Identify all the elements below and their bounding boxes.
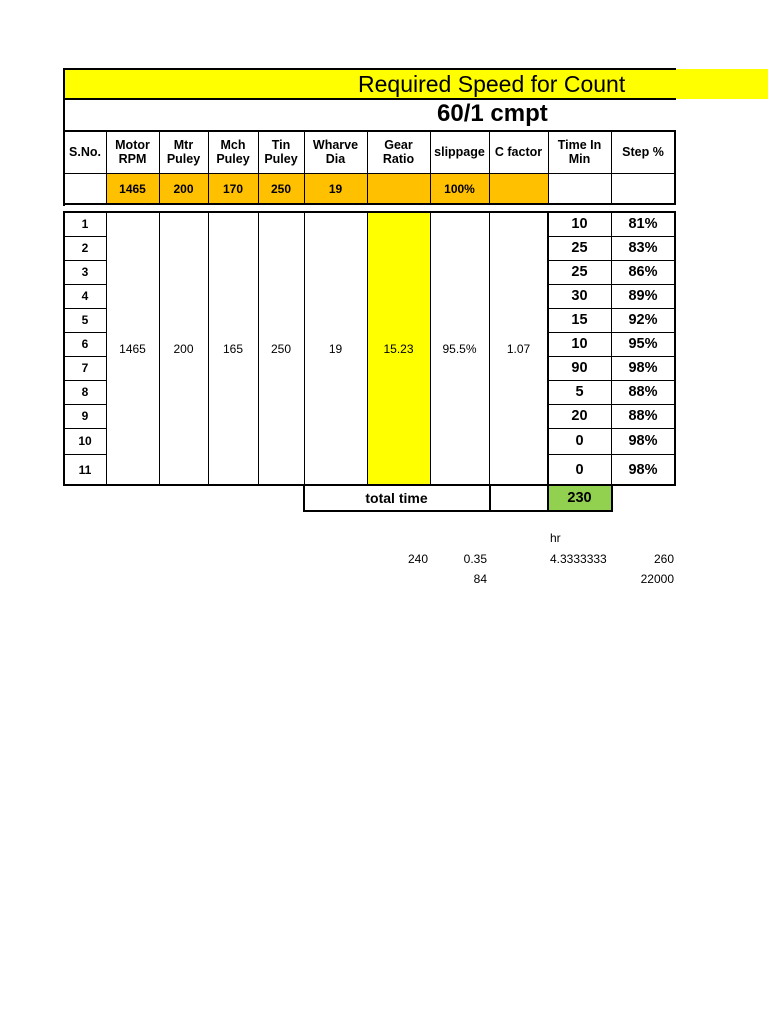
header-mch-puley: Mch Puley <box>216 138 250 166</box>
row-step[interactable]: 89% <box>628 288 658 304</box>
row-time[interactable]: 30 <box>571 288 588 304</box>
merged-wharve-dia[interactable]: 19 <box>328 341 343 356</box>
input-c-factor[interactable] <box>489 173 548 204</box>
sheet-title: Required Speed for Count <box>358 71 626 97</box>
header-mtr-puley: Mtr Puley <box>166 138 201 166</box>
merged-mtr-puley[interactable]: 200 <box>173 341 194 356</box>
value-22000: 22000 <box>640 572 674 586</box>
row-time[interactable]: 0 <box>575 433 584 449</box>
merged-gear-ratio[interactable]: 15.23 <box>383 341 414 356</box>
total-blank-cell <box>489 485 548 510</box>
input-mch-puley[interactable]: 170 <box>208 173 258 204</box>
row-sno: 1 <box>81 217 89 231</box>
row-sno: 5 <box>81 313 89 327</box>
input-gear-ratio[interactable] <box>367 173 430 204</box>
row-time[interactable]: 15 <box>571 312 588 328</box>
merged-slippage[interactable]: 95.5% <box>442 341 477 356</box>
value-240: 240 <box>407 552 428 566</box>
row-step[interactable]: 95% <box>628 336 658 352</box>
header-gear-ratio: Gear Ratio <box>382 138 415 166</box>
row-time[interactable]: 90 <box>571 360 588 376</box>
row-sno: 4 <box>81 289 89 303</box>
row-time[interactable]: 0 <box>575 461 584 478</box>
row-sno: 2 <box>81 241 89 255</box>
row-step[interactable]: 98% <box>628 360 658 376</box>
input-mtr-puley[interactable]: 200 <box>159 173 208 204</box>
sheet-subtitle: 60/1 cmpt <box>437 100 548 127</box>
merged-c-factor[interactable]: 1.07 <box>506 341 531 356</box>
input-wharve-dia[interactable]: 19 <box>304 173 367 204</box>
merged-tin-puley[interactable]: 250 <box>270 341 292 356</box>
row-step[interactable]: 92% <box>628 312 658 328</box>
value-0-35: 0.35 <box>463 552 487 566</box>
row-time[interactable]: 5 <box>575 384 584 400</box>
row-sno: 10 <box>78 434 92 448</box>
row-step[interactable]: 86% <box>628 264 658 280</box>
header-sno: S.No. <box>69 145 101 159</box>
row-sno: 3 <box>81 265 89 279</box>
row-sno: 6 <box>81 337 89 351</box>
input-tin-puley[interactable]: 250 <box>258 173 304 204</box>
row-time[interactable]: 25 <box>571 240 588 256</box>
header-motor-rpm: Motor RPM <box>115 138 150 166</box>
row-step[interactable]: 88% <box>628 384 658 400</box>
header-tin-puley: Tin Puley <box>264 138 298 166</box>
header-wharve-dia: Wharve Dia <box>312 138 359 166</box>
row-step[interactable]: 98% <box>628 461 658 478</box>
row-step[interactable]: 88% <box>628 408 658 424</box>
hr-label: hr <box>550 531 561 545</box>
row-step[interactable]: 98% <box>628 433 658 449</box>
header-time-in-min: Time In Min <box>557 138 602 166</box>
header-step-percent: Step % <box>622 145 664 159</box>
row-sno: 11 <box>78 462 92 477</box>
total-time-label: total time <box>365 489 428 506</box>
row-step[interactable]: 81% <box>628 216 658 232</box>
header-slippage: slippage <box>434 145 485 159</box>
row-time[interactable]: 10 <box>571 216 588 232</box>
total-time-value[interactable]: 230 <box>548 485 611 510</box>
merged-mch-puley[interactable]: 165 <box>222 341 244 356</box>
row-sno: 9 <box>81 409 89 423</box>
merged-motor-rpm[interactable]: 1465 <box>119 341 146 356</box>
input-motor-rpm[interactable]: 1465 <box>106 173 159 204</box>
value-260: 260 <box>653 552 674 566</box>
row-step[interactable]: 83% <box>628 240 658 256</box>
row-sno: 8 <box>81 385 89 399</box>
header-c-factor: C factor <box>494 145 543 159</box>
row-sno: 7 <box>81 361 89 375</box>
row-time[interactable]: 25 <box>571 264 588 280</box>
value-84: 84 <box>473 572 487 586</box>
input-slippage[interactable]: 100% <box>430 173 489 204</box>
row-time[interactable]: 10 <box>571 336 588 352</box>
row-time[interactable]: 20 <box>571 408 588 424</box>
value-4-3333333: 4.3333333 <box>550 552 607 566</box>
